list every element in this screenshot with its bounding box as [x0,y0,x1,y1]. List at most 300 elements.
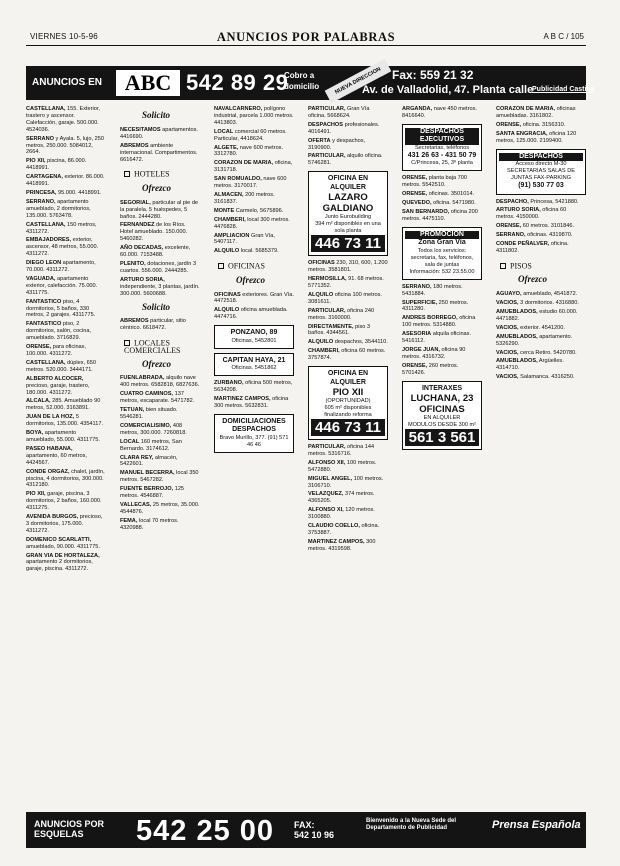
ad-lead: PIO XII, [26,491,46,498]
ad-text: 260 metros. 5701426. [402,362,459,376]
classified-ad [120,143,200,164]
ad-lead: ALGETE, [214,144,239,151]
ad-despachos-sub: Secretarias, teléfonos [414,144,470,151]
classified-ad [308,153,388,167]
classified-ad [26,237,106,258]
ad-lead: SAN BERNARDO, [402,208,450,215]
footer-fax-number: 542 10 96 [294,830,335,840]
classified-ad [308,292,388,306]
ad-text: oficina 500 metros, 5634208. [214,380,293,394]
ad-lead: AVENIDA BURGOS, [26,514,79,521]
ad-text: oficina 60 metros. 3757874. [308,348,386,362]
contact-banner [26,66,595,100]
category-box-icon [218,263,224,269]
ad-interaxes-street: LUCHANA, 23 [410,393,474,405]
ad-text: polígono industrial, parcela 1.000 metros. 4413803. [214,106,294,126]
classified-ad [26,491,106,512]
classified-ad [496,309,586,323]
classified-ad [402,300,482,314]
ad-text: dúplex, 650 metros. 520.000. 3444171. [26,359,96,373]
ad-lead: CONDE ORGAZ, [26,468,70,475]
classified-ad [120,502,200,516]
classified-ad [496,207,586,221]
ad-text: cerca Retiro. 5420780. [518,349,577,356]
classified-ad [120,277,200,298]
ad-text: oficina. 3156310. [521,121,566,128]
classified-ad [496,223,586,230]
ad-lead: VACIOS, [496,300,519,307]
classified-ad [26,276,106,297]
ad-lead: QUEVEDO, [402,200,432,207]
ad-text: 374 metros. 4365205. [308,491,375,505]
ad-lead: AMUEBLADOS, [496,309,538,315]
banner-address: Av. de Valladolid, 47. Planta calle [362,84,534,96]
classified-ad [496,232,586,239]
ad-lead: CORAZON DE MARIA, [214,160,274,167]
ad-lead: PARTICULAR, [308,307,346,314]
ad-text: comercial 60 metros. Particular, 4418624. [214,128,287,142]
ad-text: Carmelo, 5675896. [234,207,284,214]
ad-lead: ALQUILO [214,307,240,314]
ad-text: 3 dormitorios. 4316880. [518,300,579,307]
classified-ad [308,106,388,120]
classified-ad [308,339,388,346]
ad-lead: NAVALCARNERO, [214,106,263,112]
ad-text: nave 600 metros. 3312780. [214,144,284,158]
ad-pio-area: 605 m² disponibles finalizando reforma [324,405,372,419]
ad-lead: PLENITO, [120,261,146,267]
ad-lead: SANTA ENGRACIA, [496,130,548,137]
ad-interaxes-big: OFICINAS [419,404,465,416]
classified-ad [308,276,388,290]
ad-promocion [402,227,482,280]
classified-ad [26,174,106,188]
classified-ad [26,360,106,374]
ad-lead: ALMACEN, [214,191,244,198]
classified-ad [26,398,106,412]
classified-ad [214,176,294,190]
ad-lazaro-galdiano [308,171,388,256]
classified-ad [120,391,200,405]
classified-ad [26,469,106,490]
ad-domiciliacion-text: Bravo Murillo, 377. (91) 571 46 46 [219,434,289,448]
classified-ad [214,106,294,127]
ad-text: 95.000. 4418991. [56,189,102,196]
section-ofrezco-2: Ofrezco [142,358,171,369]
ad-m30-title: DESPACHOS [499,153,583,162]
publicidad-castilla: Publicidad Castilla [532,86,595,93]
classified-ad [402,209,482,223]
ad-text: local 70 metros. 4320988. [120,517,179,531]
ad-lead: ASESORIA [402,331,432,338]
ad-lead: GRAN VIA DE HORTALEZA, [26,552,100,559]
ad-text: exteriores. Gran Vía. 4472518. [214,291,294,305]
column-6 [496,106,586,778]
ad-text: apartamento amueblado, 55.000. 4311775. [26,430,100,443]
ad-lead: CUATRO CAMINOS, [120,391,174,398]
classified-ad [496,334,586,348]
ad-lead: PIO XII, [26,158,46,165]
ad-lead: DOMENICO SCARLATTI, [26,536,92,543]
ad-text: 100 metros. 5472880. [308,459,377,473]
banner-fax: Fax: 559 21 32 [392,68,474,82]
ad-text: 200 metros. 3161837. [214,191,275,205]
ad-text: oficina 100 metros. 5314880. [402,315,476,329]
classified-ad [402,106,482,120]
category-label: LOCALES COMERCIALES [124,338,181,355]
ad-ponzano-text: Oficinas, 5452801 [231,337,277,344]
ad-text: oficina, 3131718. [214,160,293,174]
issue-date: VIERNES 10-5-96 [30,32,98,41]
ad-lead: ARTURO SORIA, [120,276,165,283]
ad-text: 60 metros. 3101846. [521,223,575,230]
classified-ad [308,539,388,553]
classified-ad [402,191,482,198]
ad-text: 180 metros. 5431884. [402,283,463,297]
ad-text: planta baja 700 metros. 5542510. [402,175,467,189]
page-number: A B C / 105 [543,32,584,41]
ad-interaxes-title: INTERAXES [421,384,463,392]
classified-ad [120,127,200,141]
ad-text: 91. 68 metros. 5771352. [308,276,384,289]
classified-ad [26,106,106,134]
ad-text: bien situado. 5546281. [120,407,178,420]
ad-text: Gran Vía, 5407117. [214,232,275,246]
ad-lead: OFICINAS [308,260,335,267]
ad-text: alquila oficinas. 5416112. [402,331,472,345]
classified-ad [308,491,388,505]
ad-domiciliaciones [214,414,294,453]
ad-text: para oficinas, 100.000. 4311272. [26,344,87,357]
footer-fax-label: FAX: [294,820,315,830]
ad-text: 100 metros. 3106710. [308,475,384,489]
ad-lead: AÑO DECADAS, [120,245,164,252]
ad-despachos-place: C/Princesa, 25, 3º planta [411,160,473,167]
column-4 [308,106,388,778]
section-solicito: Solicito [142,110,171,120]
ad-pio-name: PIO XII [332,387,364,399]
ad-lead: FERNANDEZ [120,222,155,229]
ad-text: piso, 4 dormitorios, 5 baños, 330 metros, 2 garajes. 4311775. [26,298,96,319]
classified-ad [496,291,586,298]
classified-ad [308,348,388,362]
ad-pio-xii [308,366,388,440]
ad-lead: SERRANO, [26,198,56,205]
ad-promocion-title: PROMOCION [405,231,479,240]
classified-columns [26,106,586,778]
ad-lead: CASTELLANA, [26,221,66,228]
ad-text: piso, 2 dormitorios, salón, cocina, amueblado. 3716829. [26,321,91,342]
classified-ad [402,331,482,345]
ad-lead: CASTELLANA, [26,359,66,366]
cobro-line-2: domicilio [284,82,320,91]
ad-despachos-phone: 431 26 63 - 431 50 79 [407,151,477,159]
ad-lead: ALBERTO ALCOCER, [26,375,84,382]
category-pisos [500,263,586,270]
ad-lead: ORENSE, [496,121,522,128]
ad-text: y Ayala. 5, lujo, 250 metros, 250.000. 5084012, 2664. [26,135,104,156]
ad-lead: ALQUILO [308,291,334,298]
ad-lead: DESPACHOS [308,121,344,128]
ad-text: 120 metros. 3100880. [308,507,375,521]
classified-ad [496,131,586,145]
classified-ad [214,248,294,255]
ad-text: particular, sitio céntrico. 6618472. [120,318,186,332]
classified-ad [308,260,388,274]
cobro-line-1: Cobro a [284,71,315,80]
classified-ad [214,145,294,159]
classified-ad [120,439,200,453]
classified-ad [308,476,388,490]
ad-text: 250 metros. 4311280. [402,299,469,313]
ad-text: excelente, 60.000. 7153488. [120,245,191,259]
classified-ad [26,158,106,172]
ad-text: exterior. 4541200. [518,324,565,331]
ad-lead: FEMA, [120,517,138,524]
ad-text: 137 metros, escaparate. 5471782. [120,391,195,405]
classified-ad [120,455,200,469]
ad-lead: TETUAN, [120,407,145,414]
ad-text: chalet, jardín, piscina, 4 dormitorios, 300.000. 4312180. [26,468,105,489]
ad-text: oficina 144 metros. 5316716. [308,444,375,457]
ad-lead: FANTASTICO [26,298,62,305]
ad-text: oficina 60 metros. 4150000. [496,207,567,221]
banner-phone: 542 89 29 [186,70,289,95]
ad-promocion-info: Información: 532 23.55.00 [409,268,475,275]
ad-lead: CORAZON DE MARIA, [496,106,556,112]
ad-lead: JUAN DE LA HOZ, [26,414,75,421]
ad-text: apartamento 2 dormitorios, garaje, piscina. 4311272. [26,559,93,573]
column-3 [214,106,294,778]
ad-capitan-title: CAPITAN HAYA, 21 [222,356,286,364]
ad-text: oficinas. 3501014. [427,191,475,198]
ad-text: nave 450 metros. 8416640. [402,106,477,119]
classified-ad [120,245,200,259]
ad-lead: COMERCIALISIMO, [120,422,172,429]
section-solicito-2: Solicito [142,301,171,312]
ad-text: de los Ríos. Hotel amueblado. 150.000. 5460282. [120,222,188,243]
ad-lead: BOYA, [26,430,44,437]
footer-brand: Prensa Española [492,819,581,831]
classified-ad [26,553,106,574]
classified-ad [308,138,388,152]
ad-text: precioso, 3 dormitorios, 175.000. 4311272. [26,514,103,534]
ad-lead: VACIOS, [496,374,519,381]
ad-interaxes-text: MODULOS DESDE 300 m² [407,422,477,429]
section-ofrezco-3: Ofrezco [236,274,265,285]
esquelas-footer [26,812,586,848]
ad-lead: VELAZQUEZ, [308,491,344,498]
ad-text: oficina 100 metros. 3081611. [308,291,382,305]
ad-text: local. 5685379. [239,248,279,255]
ad-text: piscina, 86.000. 4418991. [26,158,87,172]
ad-text: apartamento exterior, calefacción. 75.000. 4311775. [26,275,98,296]
ad-text: exterior, ascensor, 48 metros, 55.000. 4311272. [26,237,99,258]
ad-lead: VALLECAS, [120,501,152,508]
ad-text: 160 metros, San Bernardo. 3174612. [120,438,182,452]
ad-lead: MARTINEZ CAMPOS, [308,538,365,545]
ad-text: oficina 200 metros. 4475110. [402,208,478,222]
category-label: PISOS [510,261,532,271]
ad-text: oficina. 4311802. [496,241,569,254]
category-hoteles [124,171,200,178]
classified-ad [214,160,294,174]
ad-lead: SERRANO, [402,283,432,290]
classified-ad [26,537,106,551]
ad-lead: ORENSE, [26,344,52,351]
ad-despachos-title: DESPACHOS EJECUTIVOS [405,128,479,145]
ad-interaxes-phone: 561 3 561 [405,429,479,446]
ad-lazaro-area: 394 m² disponibles en una sola planta [315,221,381,235]
classified-ad [26,430,106,444]
footer-intro-2: ESQUELAS [34,829,84,839]
classified-ad [120,200,200,221]
ad-lead: VAGUADA, [26,275,56,282]
ad-text: profesionales. 4016491. [308,121,380,135]
classified-ad [26,136,106,157]
ad-text: 285. Amueblado 90 metros, 52.000. 3163891. [26,398,101,412]
ad-lead: MONTE [214,207,235,214]
ad-lead: LOCAL [214,128,234,135]
ad-lead: OFERTA [308,137,331,144]
section-ofrezco: Ofrezco [142,182,171,193]
ad-lead: PARTICULAR, [308,106,346,112]
classified-ad [496,358,586,372]
ad-lead: SERRANO, [496,232,526,239]
ad-lead: ZURBANO, [214,380,244,387]
ad-lead: AMUEBLADOS, [496,358,538,365]
ad-lazaro-sub: Junto Eurobuilding [324,214,372,221]
classified-ad [214,292,294,306]
ad-text: Salamanca. 4316250. [518,374,575,381]
ad-lead: FUENLABRADA, [120,375,165,382]
ad-lead: ALCALA, [26,398,51,405]
ad-text: 300 metros. 4319598. [308,538,376,552]
classified-ad [214,396,294,410]
section-ofrezco-4: Ofrezco [518,274,547,285]
ad-text: oficina 300 metros. 5632831. [214,395,289,409]
classified-ad [120,222,200,243]
ad-lead: ALFONSO XII, [308,459,346,466]
ad-text: garaje, piscina, 3 dormitorios, 2 baños, 160.000. 4311275. [26,491,102,512]
ad-ponzano [214,325,294,349]
ad-lead: ANDRES BORREGO, [402,315,458,322]
ad-lead: CARTAGENA, [26,174,63,181]
ad-lead: ORENSE, [402,191,428,198]
ad-text: local 300 metros. 4476828. [214,216,290,230]
ad-lead: ARGANDA, [402,106,433,112]
ad-text: estudio 60.000. 4471882. [496,309,578,322]
ad-lead: SAN ROMUALDO, [214,176,262,183]
ad-lead: NECESITAMOS [120,126,161,133]
column-2 [120,106,200,778]
classified-ad [308,507,388,521]
ad-lead: ORENSE, [402,362,428,369]
ad-pio-title: OFICINA EN ALQUILER [327,370,369,386]
ad-text: oficina. 5471980. [431,200,476,207]
ad-text: oficina 240 metros. 3160000. [308,307,375,321]
ad-lead: ABREMOS [120,318,149,325]
classified-ad [214,380,294,394]
classified-ad [496,106,586,120]
ad-text: dotaciones, jardín 3 cuartos. 556.000. 2444285. [120,261,197,274]
ad-text: ambiente internacional. Compartimentos. 6616472. [120,142,198,163]
ad-ponzano-title: PONZANO, 89 [230,329,278,337]
new-address-stamp: NUEVA DIRECCION [325,59,392,103]
classified-ad [120,518,200,532]
ad-lead: JORGE JUAN, [402,347,440,353]
ad-lead: PARTICULAR, [308,153,346,160]
classified-ad [496,300,586,307]
classified-ad [496,199,586,206]
ad-text: amueblado, 90.000. 4311775. [26,543,100,550]
classified-ad [26,376,106,397]
classified-ad [308,324,388,338]
classified-ad [120,375,200,389]
classified-ad [308,122,388,136]
classified-ad [26,260,106,274]
ad-lead: ALQUILO [214,248,240,255]
ad-text: oficinas amuebladas. 3161802. [496,106,576,119]
classified-ad [496,241,586,255]
ad-text: 150 metros, 4311272. [26,221,97,235]
banner-intro: ANUNCIOS EN [32,77,103,88]
classified-ad [308,444,388,458]
classified-ad [402,363,482,377]
category-oficinas [218,263,294,270]
ad-promocion-sub: Zona Gran Vía [418,239,466,247]
classified-ad [26,190,106,197]
ad-lazaro-title: OFICINA EN ALQUILER [327,175,369,191]
abc-logo: ABC [116,70,180,96]
ad-capitan-text: Oficinas. 5451862 [231,365,277,372]
ad-text: alquilo nave 400 metros. 6582818, 6827636. [120,375,200,389]
ad-lead: SERRANO [26,135,54,142]
ad-lead: CLARA REY, [120,454,154,461]
ad-lead: CHAMBERI, [308,348,340,355]
ad-text: particular al pie de la paralela. 5 huéspedes, 5 baños. 2444280. [120,199,199,220]
ad-lead: AGUAYO, [496,291,522,298]
ad-m30-text: SECRETARIAS SALAS DE JUNTAS FAX-PARKING [507,168,575,182]
classified-ad [120,470,200,484]
ad-text: 125 metros. 4546887. [120,486,185,500]
classified-ad [496,374,586,381]
ad-lead: EMBAJADORES, [26,237,72,244]
classified-ad [26,199,106,220]
ad-lead: SUPERFICIE, [402,299,438,306]
ad-lead: VACIOS, [496,324,519,331]
category-box-icon [124,171,130,177]
ad-text: local 350 metros. 5467282. [120,470,199,484]
ad-text: Princesa, 5421880. [528,198,579,205]
ad-lead: ARTURO SORIA, [496,207,541,214]
ad-text: apartamentos. 4416690. [120,126,198,140]
ad-lead: ABREMOS [120,142,149,149]
ad-text: 230, 310, 600, 1.200 metros. 3581801. [308,260,388,274]
ad-m30-phone: (91) 530 77 03 [518,182,564,190]
classified-ad [26,222,106,236]
ad-lead: VACIOS, [496,349,519,356]
ad-despachos-ejecutivos [402,124,482,172]
ad-lead: FANTASTICO [26,321,62,328]
ad-text: 408 metros, 300.000. 7260818. [120,422,187,436]
ad-lazaro-phone: 446 73 11 [311,235,385,252]
category-box-icon [500,263,506,269]
ad-text: oficina 90 metros. 4316732. [402,347,466,360]
ad-text: despachos, 3544110. [333,339,388,346]
ad-lead: MANUEL BECERRA, [120,470,175,477]
ad-text: nave 600 metros. 3170017. [214,176,287,190]
